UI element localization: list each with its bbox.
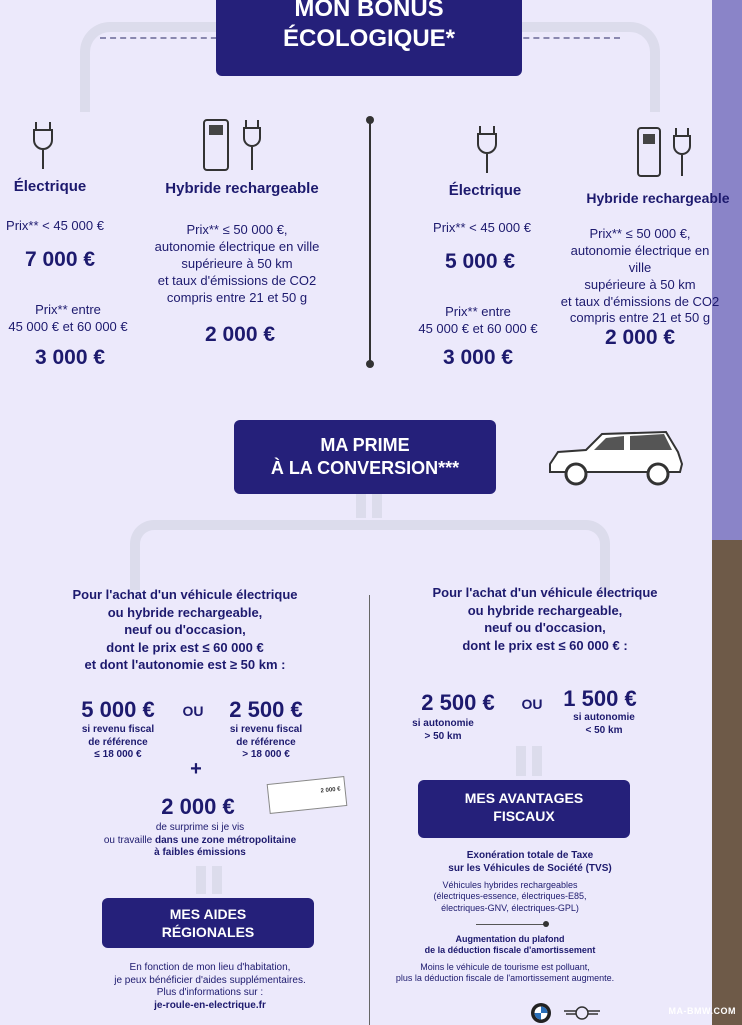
prime-title-line2: À LA CONVERSION*** bbox=[270, 457, 460, 478]
mini-logo-icon bbox=[562, 1006, 602, 1020]
road-stem-right bbox=[516, 746, 542, 776]
plug-icon bbox=[32, 120, 54, 170]
charging-station-icon bbox=[202, 118, 266, 172]
prime-left-bonus-amount: 2 000 € bbox=[161, 794, 235, 819]
prime-right-exoneration-detail: Véhicules hybrides rechargeables (électriques-essence, électriques-E85, électriques-GNV, électriques-GPL) bbox=[433, 880, 587, 913]
prime-right-amount-a: 2 500 € bbox=[421, 690, 495, 715]
bonus-left-electric-cond1: Prix** < 45 000 € bbox=[6, 218, 104, 233]
prime-left-plus: + bbox=[190, 758, 202, 780]
bonus-right-hybrid-conditions: Prix** ≤ 50 000 €, autonomie électrique en ville supérieure à 50 km et taux d'émissions de CO2 compris entre 21 et 50 g bbox=[560, 226, 720, 326]
bonus-right-electric-label: Électrique bbox=[448, 182, 522, 199]
bmw-logo-icon bbox=[530, 1002, 552, 1024]
prime-left-amount-a: 5 000 € bbox=[81, 697, 155, 722]
prime-right-amount-b-detail: si autonomie < 50 km bbox=[573, 712, 635, 736]
bonus-left-electric-amount2: 3 000 € bbox=[34, 346, 106, 369]
prime-left-bonus-detail: de surprime si je vis ou travaille dans une zone métropolitaine à faibles émissions bbox=[103, 822, 297, 858]
bonus-right-electric-amount1: 5 000 € bbox=[444, 250, 516, 273]
prime-left-amount-a-detail: si revenu fiscal de référence ≤ 18 000 € bbox=[81, 724, 155, 760]
bonus-left-electric-cond2: Prix** entre 45 000 € et 60 000 € bbox=[8, 302, 128, 334]
plug-icon bbox=[476, 124, 498, 174]
prime-left-amount-b: 2 500 € bbox=[229, 697, 303, 722]
separator-line bbox=[476, 924, 546, 925]
prime-right-or: OU bbox=[521, 696, 543, 712]
road-stem-middle bbox=[356, 494, 382, 518]
prime-left-or: OU bbox=[182, 703, 204, 719]
prime-title-line1: MA PRIME bbox=[320, 435, 410, 455]
bonus-right-hybrid-amount: 2 000 € bbox=[604, 326, 676, 349]
prime-right-plafond: Augmentation du plafond de la déduction fiscale d'amortissement bbox=[424, 934, 596, 956]
bonus-left-hybrid-label: Hybride rechargeable bbox=[165, 180, 319, 197]
road-stem-left bbox=[196, 866, 222, 894]
bonus-title-line1: MON BONUS bbox=[294, 0, 444, 22]
prime-right-exoneration: Exonération totale de Taxe sur les Véhicules de Société (TVS) bbox=[448, 850, 612, 874]
bonus-left-electric-label: Électrique bbox=[13, 178, 87, 195]
prime-left-amount-b-detail: si revenu fiscal de référence > 18 000 € bbox=[229, 724, 303, 760]
divider-dot-bottom bbox=[366, 360, 374, 368]
separator-dot bbox=[543, 921, 549, 927]
bonus-center-divider bbox=[369, 120, 371, 362]
prime-left-intro: Pour l'achat d'un véhicule électrique ou hybride rechargeable, neuf ou d'occasion, dont le prix est ≤ 60 000 € et dont l'autonomie est ≥ 50 km : bbox=[72, 587, 298, 673]
car-icon bbox=[546, 428, 686, 488]
prime-right-plafond-detail: Moins le véhicule de tourisme est polluant, plus la déduction fiscale de l'amortissement augmente. bbox=[395, 962, 615, 984]
bonus-left-hybrid-conditions: Prix** ≤ 50 000 €, autonomie électrique en ville supérieure à 50 km et taux d'émissions de CO2 compris entre 21 et 50 g bbox=[154, 222, 320, 305]
avantages-fiscaux-box: MES AVANTAGES FISCAUX bbox=[418, 780, 630, 838]
bonus-right-hybrid-label: Hybride rechargeable bbox=[586, 190, 730, 206]
bonus-title-line2: ÉCOLOGIQUE* bbox=[282, 25, 456, 52]
bonus-right-electric-cond2: Prix** entre 45 000 € et 60 000 € bbox=[418, 304, 538, 336]
charging-station-icon bbox=[636, 126, 694, 180]
cheque-graphic bbox=[267, 776, 348, 814]
cheque-amount: 2 000 € bbox=[320, 786, 341, 795]
bonus-title-box bbox=[216, 0, 522, 76]
aides-link: je-roule-en-electrique.fr bbox=[154, 999, 266, 1011]
road-decoration-middle bbox=[130, 520, 610, 590]
prime-right-intro: Pour l'achat d'un véhicule électrique ou hybride rechargeable, neuf ou d'occasion, dont le prix est ≤ 60 000 € : bbox=[432, 585, 658, 653]
watermark: MA-BMW.COM bbox=[668, 1006, 736, 1016]
bonus-left-electric-amount1: 7 000 € bbox=[24, 248, 96, 271]
prime-right-amount-b: 1 500 € bbox=[563, 686, 637, 711]
prime-left-aides-detail: En fonction de mon lieu d'habitation, je peux bénéficier d'aides supplémentaires. Plus d'informations sur : je-roule-en-electrique.fr bbox=[100, 962, 320, 1012]
prime-center-divider bbox=[369, 595, 370, 1025]
bonus-right-electric-amount2: 3 000 € bbox=[442, 346, 514, 369]
prime-title-box bbox=[234, 420, 496, 494]
bonus-right-electric-cond1: Prix** < 45 000 € bbox=[433, 220, 531, 235]
bonus-left-hybrid-amount: 2 000 € bbox=[204, 323, 276, 346]
aides-regionales-box: MES AIDES RÉGIONALES bbox=[102, 898, 314, 948]
prime-right-amount-a-detail: si autonomie > 50 km bbox=[412, 718, 474, 742]
